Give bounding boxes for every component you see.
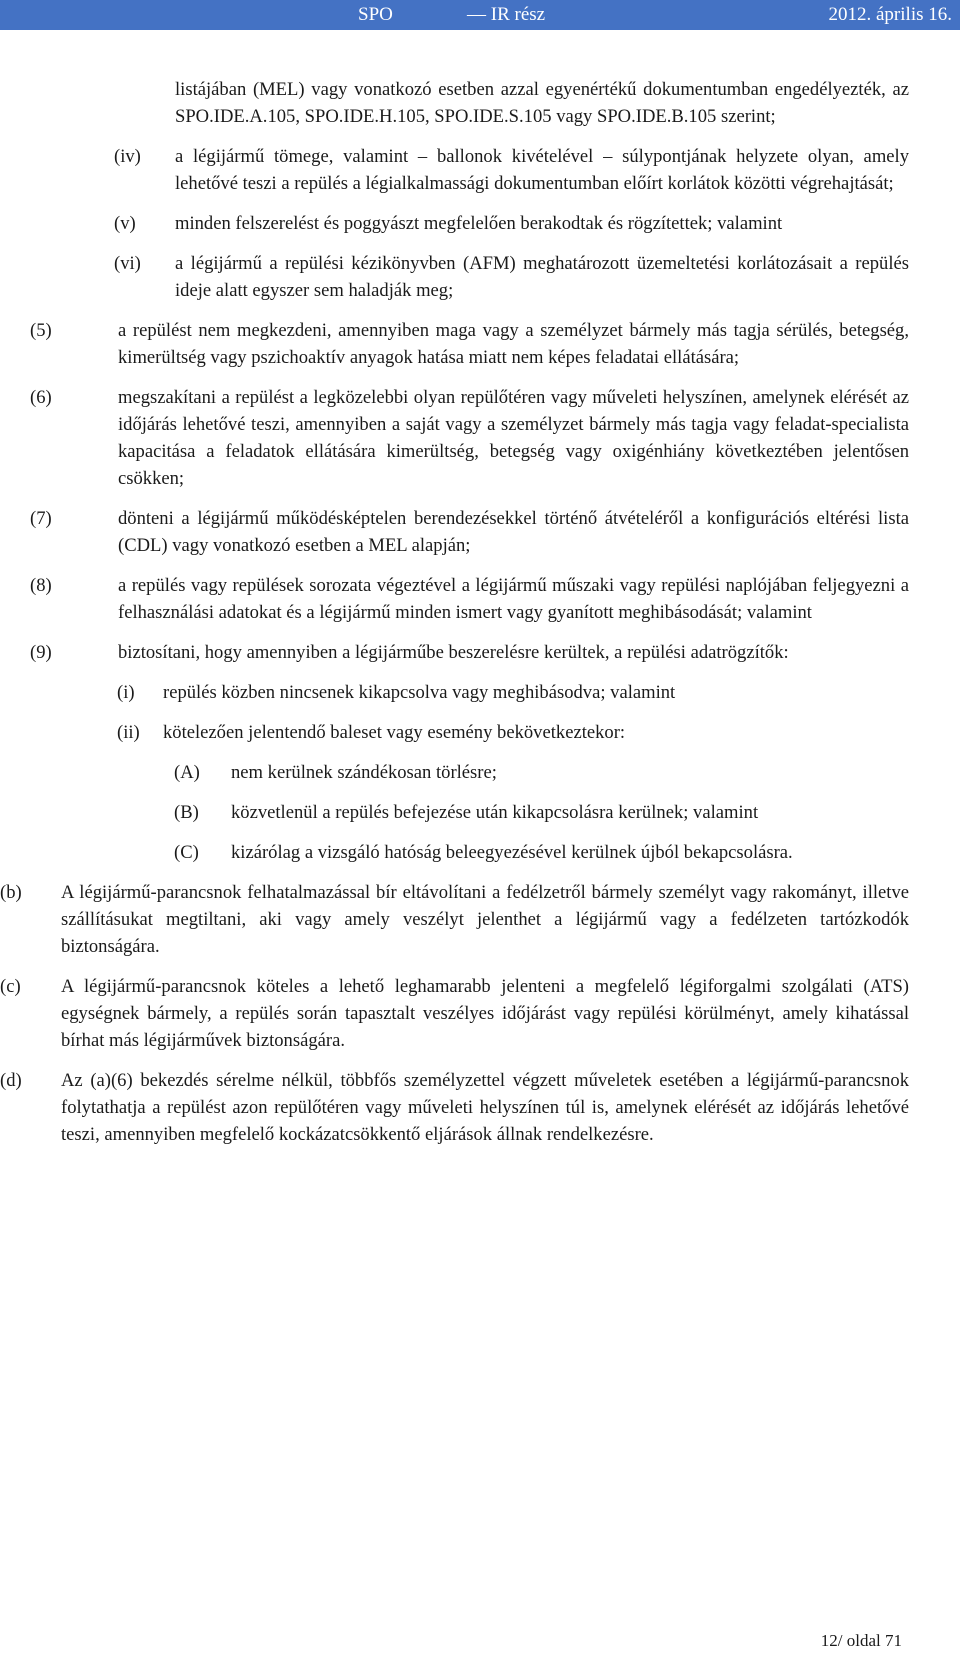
item-9 [30,639,909,666]
document-body [0,76,960,1148]
item-label: (iv) [114,146,141,167]
item-text: közvetlenül a repülés befejezése után kikapcsolásra kerülnek; valamint [231,802,759,823]
item-label: (d) [0,1070,22,1091]
item-B [174,799,909,826]
item-label: (C) [174,842,199,863]
item-label: (5) [30,320,52,341]
item-text: nem kerülnek szándékosan törlésre; [231,762,497,783]
item-6 [30,384,909,492]
item-text: A légijármű-parancsnok köteles a lehető leghamarabb jelenteni a megfelelő légiforgalmi szolgálati (ATS) egységnek bármely, a repülés során tapasztalt veszélyes időjárást vagy repülési körülményt, amely kihatással bírhat más légijárművek biztonságára. [61,976,909,1051]
page-number: 12/ oldal 71 [820,1631,902,1650]
header-date: 2012. április 16. [828,4,952,25]
item-text: repülés közben nincsenek kikapcsolva vagy meghibásodva; valamint [163,682,676,703]
item-label: (v) [114,213,136,234]
item-label: (c) [0,976,21,997]
header-doc-part: — IR rész [467,4,546,25]
item-8 [30,572,909,626]
item-label: (6) [30,387,52,408]
item-label: (i) [117,682,135,703]
item-text: a repülés vagy repülések sorozata végeztével a légijármű műszaki vagy repülési naplójában feljegyezni a felhasználási adatokat és a légijármű minden ismert vagy gyanított meghibásodását; valamint [118,575,909,623]
item-label: (b) [0,882,22,903]
item-text: kizárólag a vizsgáló hatóság beleegyezésével kerülnek újból bekapcsolásra. [231,842,793,863]
paragraph-text: listájában (MEL) vagy vonatkozó esetben azzal egyenértékű dokumentumban engedélyezték, az SPO.IDE.A.105, SPO.IDE.H.105, SPO.IDE.S.105 vagy SPO.IDE.B.105 szerint; [175,79,909,127]
item-label: (A) [174,762,200,783]
item-5 [30,317,909,371]
item-text: a repülést nem megkezdeni, amennyiben maga vagy a személyzet bármely más tagja sérülés, betegség, kimerültség vagy pszichoaktív anyagok hatása miatt nem képes feladatai ellátására; [118,320,909,368]
item-d [0,1067,909,1148]
item-A [174,759,909,786]
item-c [0,973,909,1054]
item-text: minden felszerelést és poggyászt megfelelően berakodtak és rögzítettek; valamint [175,213,783,234]
item-text: megszakítani a repülést a legközelebbi olyan repülőtéren vagy műveleti helyszínen, amelynek elérését az időjárás lehetővé teszi, amennyiben a saját vagy a személyzet bármely más tagja vagy feladat-specialista kapacitása a feladatok ellátására kimerültség, betegség vagy oxigénhiány következtében jelentősen csökken; [118,387,909,489]
item-text: a légijármű a repülési kézikönyvben (AFM) meghatározott üzemeltetési korlátozásait a repülés ideje alatt egyszer sem haladják meg; [175,253,909,301]
item-label: (ii) [117,722,140,743]
item-vi [114,250,909,304]
item-7 [30,505,909,559]
item-9-i [117,679,909,706]
header-doc-code: SPO [358,4,393,25]
item-C [174,839,909,866]
item-text: kötelezően jelentendő baleset vagy esemény bekövetkeztekor: [163,722,626,743]
continuation-paragraph [175,76,909,130]
item-text: biztosítani, hogy amennyiben a légijárműbe beszerelésre kerültek, a repülési adatrögzítők: [118,642,789,663]
item-text: Az (a)(6) bekezdés sérelme nélkül, többfős személyzettel végzett műveletek esetében a légijármű-parancsnok folytathatja a repülést azon repülőtéren vagy műveleti helyszínen túl is, amelynek elérését az időjárás lehetővé teszi, amennyiben megfelelő kockázatcsökkentő eljárások állnak rendelkezésre. [61,1070,909,1145]
item-v [114,210,909,237]
page-header [0,0,960,30]
item-9-ii [117,719,909,746]
item-label: (8) [30,575,52,596]
item-iv [114,143,909,197]
item-text: a légijármű tömege, valamint – ballonok kivételével – súlypontjának helyzete olyan, amely lehetővé teszi a repülés a légialkalmassági dokumentumban előírt korlátok közötti végrehajtását; [175,146,909,194]
item-label: (vi) [114,253,141,274]
item-label: (B) [174,802,199,823]
item-text: A légijármű-parancsnok felhatalmazással bír eltávolítani a fedélzetről bármely személyt vagy rakományt, illetve szállításukat megtiltani, aki vagy amely veszélyt jelenthet a légijármű vagy a fedélzeten tartózkodók biztonságára. [61,882,909,957]
item-b [0,879,909,960]
item-label: (9) [30,642,52,663]
item-text: dönteni a légijármű működésképtelen berendezésekkel történő átvételéről a konfigurációs eltérési lista (CDL) vagy vonatkozó esetben a MEL alapján; [118,508,909,556]
item-label: (7) [30,508,52,529]
